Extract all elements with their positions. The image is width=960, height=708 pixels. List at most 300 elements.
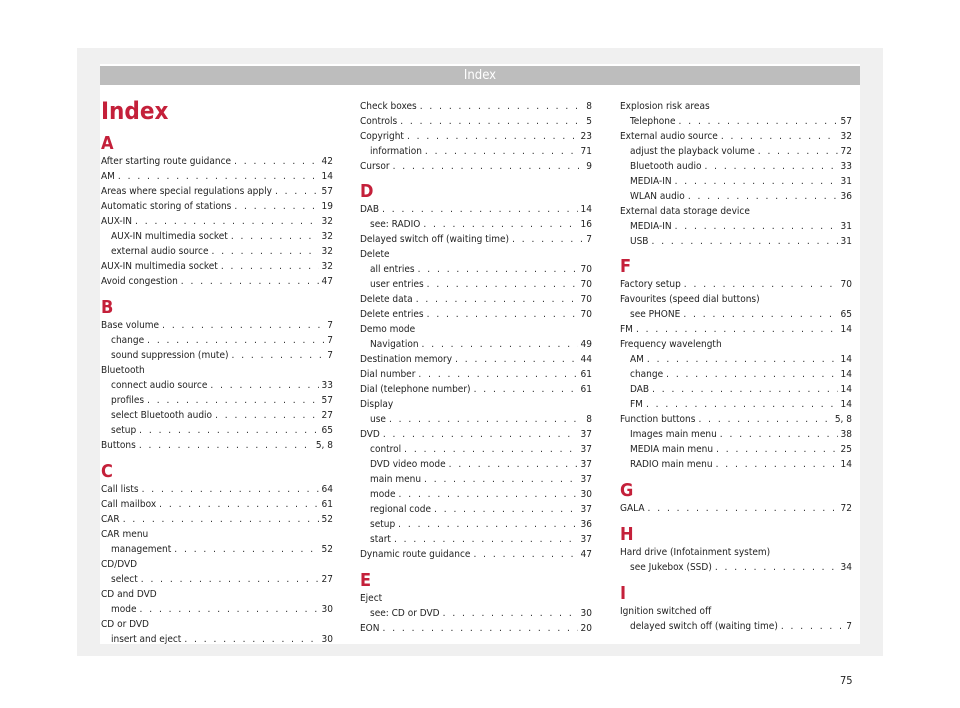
index-section-c <box>101 482 333 647</box>
index-entry <box>360 114 592 129</box>
dot-leader <box>425 144 578 159</box>
index-entry-term: change <box>630 369 664 380</box>
index-entry-heading <box>360 397 592 412</box>
dot-leader <box>139 423 318 438</box>
index-entry-term: Call lists <box>101 484 139 495</box>
index-entry-term: Hard drive (Infotainment system) <box>620 547 771 558</box>
index-entry-term: DVD video mode <box>370 459 446 470</box>
index-entry <box>101 348 333 363</box>
dot-leader <box>174 542 318 557</box>
dot-leader <box>399 487 578 502</box>
index-entry-page: 72 <box>840 146 852 157</box>
dot-leader <box>652 382 837 397</box>
index-entry-term: profiles <box>111 395 145 406</box>
index-entry <box>360 144 592 159</box>
index-entry-term: FM <box>620 324 633 335</box>
index-entry-page: 61 <box>321 499 333 510</box>
index-entry-page: 8 <box>586 414 592 425</box>
index-entry-page: 65 <box>321 425 333 436</box>
dot-leader <box>716 442 837 457</box>
index-entry <box>101 497 333 512</box>
index-entry-page: 70 <box>580 264 592 275</box>
index-entry-page: 14 <box>580 204 592 215</box>
dot-leader <box>683 307 837 322</box>
index-entry <box>360 367 592 382</box>
index-entry-term: Call mailbox <box>101 499 157 510</box>
index-entry-term: Navigation <box>370 339 419 350</box>
index-entry-term: see Jukebox (SSD) <box>630 562 712 573</box>
index-entry-heading <box>101 363 333 378</box>
index-entry <box>101 244 333 259</box>
index-entry-heading <box>101 587 333 602</box>
index-entry-page: 30 <box>321 604 333 615</box>
index-entry-page: 37 <box>580 474 592 485</box>
dot-leader <box>418 367 577 382</box>
index-entry-heading <box>101 617 333 632</box>
index-entry-term: see: CD or DVD <box>370 608 440 619</box>
index-entry-term: Cursor <box>360 161 390 172</box>
index-entry-page: 38 <box>840 429 852 440</box>
index-entry-page: 5, 8 <box>315 440 333 451</box>
index-entry <box>360 202 592 217</box>
section-letter-c: C <box>101 461 113 482</box>
index-entry-term: Dynamic route guidance <box>360 549 471 560</box>
index-entry-term: Demo mode <box>360 324 416 335</box>
dot-leader <box>400 114 583 129</box>
index-entry-page: 16 <box>580 219 592 230</box>
index-entry-heading <box>360 247 592 262</box>
dot-leader <box>721 129 838 144</box>
dot-leader <box>393 159 584 174</box>
dot-leader <box>781 619 843 634</box>
dot-leader <box>434 502 578 517</box>
dot-leader <box>473 547 577 562</box>
index-entry-page: 25 <box>840 444 852 455</box>
index-entry-page: 47 <box>321 276 333 287</box>
index-entry <box>620 189 852 204</box>
index-entry-term: Favourites (speed dial buttons) <box>620 294 760 305</box>
index-entry-term: AM <box>101 171 115 182</box>
section-letter-i: I <box>620 583 627 604</box>
index-entry-term: MEDIA-IN <box>630 221 672 232</box>
index-entry-term: insert and eject <box>111 634 182 645</box>
index-entry <box>620 174 852 189</box>
index-entry-term: Destination memory <box>360 354 453 365</box>
index-section-b <box>101 318 333 453</box>
index-entry-term: Function buttons <box>620 414 696 425</box>
index-entry-heading <box>620 204 852 219</box>
index-entry <box>101 572 333 587</box>
index-entry-term: all entries <box>370 264 415 275</box>
index-entry-page: 71 <box>580 146 592 157</box>
index-entry <box>620 307 852 322</box>
dot-leader <box>636 322 838 337</box>
dot-leader <box>135 214 319 229</box>
index-entry-term: setup <box>111 425 137 436</box>
index-entry <box>101 229 333 244</box>
index-entry-page: 61 <box>580 369 592 380</box>
index-entry-term: Delete <box>360 249 390 260</box>
index-entry-term: main menu <box>370 474 422 485</box>
index-entry <box>360 621 592 636</box>
index-entry <box>360 382 592 397</box>
index-entry-page: 30 <box>580 608 592 619</box>
dot-leader <box>234 199 318 214</box>
index-entry-page: 14 <box>840 459 852 470</box>
index-entry <box>101 438 333 453</box>
index-entry-page: 31 <box>840 236 852 247</box>
dot-leader <box>162 318 324 333</box>
index-entry-term: CAR <box>101 514 120 525</box>
index-entry-term: AM <box>630 354 644 365</box>
dot-leader <box>684 277 838 292</box>
index-entry-page: 32 <box>321 261 333 272</box>
index-entry-term: DAB <box>360 204 380 215</box>
index-entry-term: Bluetooth audio <box>630 161 702 172</box>
index-entry <box>101 632 333 647</box>
dot-leader <box>147 393 318 408</box>
index-entry-page: 33 <box>840 161 852 172</box>
index-entry <box>360 547 592 562</box>
index-entry-term: Bluetooth <box>101 365 145 376</box>
index-entry-page: 31 <box>840 221 852 232</box>
index-entry-term: External data storage device <box>620 206 750 217</box>
index-entry-page: 8 <box>586 101 592 112</box>
index-entry <box>620 277 852 292</box>
index-entry <box>360 232 592 247</box>
index-entry <box>101 274 333 289</box>
index-entry-term: select Bluetooth audio <box>111 410 213 421</box>
index-entry-term: Display <box>360 399 394 410</box>
index-entry-term: Delayed switch off (waiting time) <box>360 234 510 245</box>
index-entry-page: 37 <box>580 534 592 545</box>
index-entry <box>620 367 852 382</box>
index-entry-term: Base volume <box>101 320 160 331</box>
index-entry <box>360 606 592 621</box>
index-entry-term: Images main menu <box>630 429 717 440</box>
index-entry-heading <box>620 99 852 114</box>
index-entry-heading <box>360 591 592 606</box>
index-entry <box>360 412 592 427</box>
index-entry-term: DAB <box>630 384 650 395</box>
dot-leader <box>646 397 838 412</box>
index-entry-page: 7 <box>846 621 852 632</box>
index-entry-term: adjust the playback volume <box>630 146 755 157</box>
index-section-c-continued <box>360 99 592 174</box>
index-entry-term: control <box>370 444 402 455</box>
index-entry-page: 70 <box>580 279 592 290</box>
index-entry-term: select <box>111 574 138 585</box>
dot-leader <box>389 412 583 427</box>
index-entry <box>101 482 333 497</box>
dot-leader <box>211 244 318 259</box>
dot-leader <box>720 427 838 442</box>
index-entry-term: CD/DVD <box>101 559 138 570</box>
index-entry-page: 14 <box>840 384 852 395</box>
index-entry-page: 5, 8 <box>834 414 852 425</box>
index-entry-term: External audio source <box>620 131 718 142</box>
index-entry-page: 32 <box>321 246 333 257</box>
section-letter-b: B <box>101 297 114 318</box>
dot-leader <box>140 602 319 617</box>
index-entry <box>101 378 333 393</box>
index-entry-page: 23 <box>580 131 592 142</box>
dot-leader <box>407 129 578 144</box>
index-entry-term: Dial (telephone number) <box>360 384 471 395</box>
index-entry-term: CD and DVD <box>101 589 157 600</box>
index-entry <box>360 307 592 322</box>
index-entry-page: 70 <box>840 279 852 290</box>
index-entry <box>360 352 592 367</box>
index-entry-page: 27 <box>321 574 333 585</box>
index-entry-page: 36 <box>840 191 852 202</box>
dot-leader <box>275 184 319 199</box>
index-entry-page: 37 <box>580 504 592 515</box>
section-letter-h: H <box>620 524 634 545</box>
dot-leader <box>716 457 838 472</box>
index-entry-page: 7 <box>327 350 333 361</box>
index-entry-term: Ignition switched off <box>620 606 712 617</box>
dot-leader <box>424 472 578 487</box>
page-title: Index <box>101 97 169 125</box>
index-entry-term: Factory setup <box>620 279 681 290</box>
index-entry <box>360 532 592 547</box>
index-entry-page: 31 <box>840 176 852 187</box>
index-entry-page: 52 <box>321 514 333 525</box>
index-entry-page: 70 <box>580 309 592 320</box>
index-entry-page: 47 <box>580 549 592 560</box>
index-entry <box>101 318 333 333</box>
index-entry-heading <box>620 337 852 352</box>
index-entry-term: Eject <box>360 593 383 604</box>
dot-leader <box>427 277 578 292</box>
index-entry <box>101 169 333 184</box>
page-number: 75 <box>840 674 853 687</box>
index-entry-term: Check boxes <box>360 101 417 112</box>
index-entry <box>620 352 852 367</box>
index-entry-term: MEDIA-IN <box>630 176 672 187</box>
index-entry-page: 42 <box>321 156 333 167</box>
index-entry-page: 72 <box>840 503 852 514</box>
index-entry-page: 7 <box>586 234 592 245</box>
dot-leader <box>704 159 837 174</box>
index-entry-heading <box>101 527 333 542</box>
dot-leader <box>147 333 324 348</box>
dot-leader <box>123 512 319 527</box>
index-entry <box>101 184 333 199</box>
index-entry <box>620 159 852 174</box>
index-entry-page: 30 <box>580 489 592 500</box>
index-entry <box>620 144 852 159</box>
index-entry <box>101 199 333 214</box>
index-entry <box>620 129 852 144</box>
index-entry-term: connect audio source <box>111 380 208 391</box>
dot-leader <box>679 114 838 129</box>
index-entry-term: use <box>370 414 386 425</box>
dot-leader <box>382 202 577 217</box>
index-section-a <box>101 154 333 289</box>
index-entry-page: 14 <box>840 399 852 410</box>
index-entry-term: Frequency wavelength <box>620 339 722 350</box>
dot-leader <box>394 532 578 547</box>
section-letter-e: E <box>360 570 372 591</box>
index-entry <box>101 333 333 348</box>
index-entry <box>620 560 852 575</box>
index-entry-term: CAR menu <box>101 529 149 540</box>
index-entry-term: DVD <box>360 429 380 440</box>
index-entry-term: information <box>370 146 422 157</box>
index-entry <box>620 412 852 427</box>
page-header: Index <box>100 66 860 85</box>
dot-leader <box>449 457 578 472</box>
index-entry <box>360 487 592 502</box>
index-entry <box>620 382 852 397</box>
index-entry <box>360 337 592 352</box>
dot-leader <box>234 154 318 169</box>
index-section-e-continued <box>620 99 852 249</box>
dot-leader <box>139 438 313 453</box>
index-entry-term: management <box>111 544 172 555</box>
index-entry-page: 57 <box>321 186 333 197</box>
index-entry-term: GALA <box>620 503 645 514</box>
dot-leader <box>221 259 319 274</box>
index-entry-page: 49 <box>580 339 592 350</box>
dot-leader <box>232 348 325 363</box>
index-entry <box>360 457 592 472</box>
dot-leader <box>184 632 318 647</box>
index-entry-term: FM <box>630 399 643 410</box>
index-entry-term: Delete entries <box>360 309 424 320</box>
index-column-1 <box>101 134 333 647</box>
index-entry <box>360 159 592 174</box>
index-entry-page: 7 <box>327 335 333 346</box>
index-entry-page: 14 <box>321 171 333 182</box>
index-entry-heading <box>620 545 852 560</box>
dot-leader <box>666 367 837 382</box>
index-section-g <box>620 501 852 516</box>
dot-leader <box>651 234 837 249</box>
index-section-e <box>360 591 592 636</box>
dot-leader <box>512 232 583 247</box>
index-entry-term: After starting route guidance <box>101 156 232 167</box>
index-entry <box>620 322 852 337</box>
index-entry-term: AUX-IN multimedia socket <box>111 231 228 242</box>
index-entry-term: start <box>370 534 391 545</box>
index-entry-page: 33 <box>321 380 333 391</box>
index-entry-page: 14 <box>840 324 852 335</box>
index-entry-term: Telephone <box>630 116 676 127</box>
dot-leader <box>141 572 319 587</box>
index-entry-page: 64 <box>321 484 333 495</box>
section-letter-a: A <box>101 133 114 154</box>
index-entry <box>360 472 592 487</box>
dot-leader <box>647 352 838 367</box>
index-entry-page: 19 <box>321 201 333 212</box>
index-entry-term: Controls <box>360 116 398 127</box>
index-entry-term: RADIO main menu <box>630 459 713 470</box>
dot-leader <box>420 99 584 114</box>
index-entry <box>360 99 592 114</box>
index-entry-page: 30 <box>321 634 333 645</box>
index-entry-page: 36 <box>580 519 592 530</box>
index-entry-term: CD or DVD <box>101 619 149 630</box>
index-entry-term: external audio source <box>111 246 209 257</box>
index-entry <box>620 442 852 457</box>
dot-leader <box>758 144 838 159</box>
section-letter-d: D <box>360 181 374 202</box>
dot-leader <box>142 482 319 497</box>
index-entry-heading <box>360 322 592 337</box>
dot-leader <box>215 408 318 423</box>
index-entry <box>620 501 852 516</box>
dot-leader <box>383 621 578 636</box>
index-entry-term: AUX-IN <box>101 216 133 227</box>
index-section-d <box>360 202 592 562</box>
index-entry <box>101 393 333 408</box>
dot-leader <box>418 262 578 277</box>
dot-leader <box>159 497 318 512</box>
index-entry-term: delayed switch off (waiting time) <box>630 621 778 632</box>
index-entry <box>620 234 852 249</box>
dot-leader <box>675 219 838 234</box>
dot-leader <box>383 427 578 442</box>
index-entry-term: Explosion risk areas <box>620 101 710 112</box>
dot-leader <box>210 378 318 393</box>
index-entry-page: 34 <box>840 562 852 573</box>
index-entry <box>620 427 852 442</box>
index-entry-term: Buttons <box>101 440 136 451</box>
index-entry-page: 14 <box>840 369 852 380</box>
index-entry <box>360 427 592 442</box>
index-entry-term: Areas where special regulations apply <box>101 186 272 197</box>
index-entry-term: EON <box>360 623 380 634</box>
dot-leader <box>715 560 838 575</box>
index-entry-term: see PHONE <box>630 309 681 320</box>
index-entry-page: 5 <box>586 116 592 127</box>
index-entry-term: Automatic storing of stations <box>101 201 232 212</box>
index-entry <box>101 423 333 438</box>
index-entry <box>101 154 333 169</box>
index-entry-page: 32 <box>321 231 333 242</box>
index-entry-page: 37 <box>580 429 592 440</box>
index-entry-term: USB <box>630 236 649 247</box>
index-entry <box>620 397 852 412</box>
index-entry-heading <box>101 557 333 572</box>
index-column-3 <box>620 99 852 634</box>
index-entry-heading <box>620 292 852 307</box>
index-entry-page: 57 <box>840 116 852 127</box>
index-entry-page: 57 <box>321 395 333 406</box>
index-entry <box>360 502 592 517</box>
index-entry-term: mode <box>111 604 137 615</box>
index-entry-page: 27 <box>321 410 333 421</box>
index-entry-page: 7 <box>327 320 333 331</box>
index-entry <box>360 292 592 307</box>
dot-leader <box>181 274 319 289</box>
index-entry <box>620 114 852 129</box>
index-entry <box>360 129 592 144</box>
index-entry-page: 20 <box>580 623 592 634</box>
index-entry <box>101 602 333 617</box>
index-entry-heading <box>620 604 852 619</box>
index-entry-term: see: RADIO <box>370 219 421 230</box>
index-entry <box>101 259 333 274</box>
index-entry-page: 9 <box>586 161 592 172</box>
index-entry <box>101 512 333 527</box>
dot-leader <box>474 382 578 397</box>
index-entry-page: 37 <box>580 459 592 470</box>
dot-leader <box>443 606 578 621</box>
